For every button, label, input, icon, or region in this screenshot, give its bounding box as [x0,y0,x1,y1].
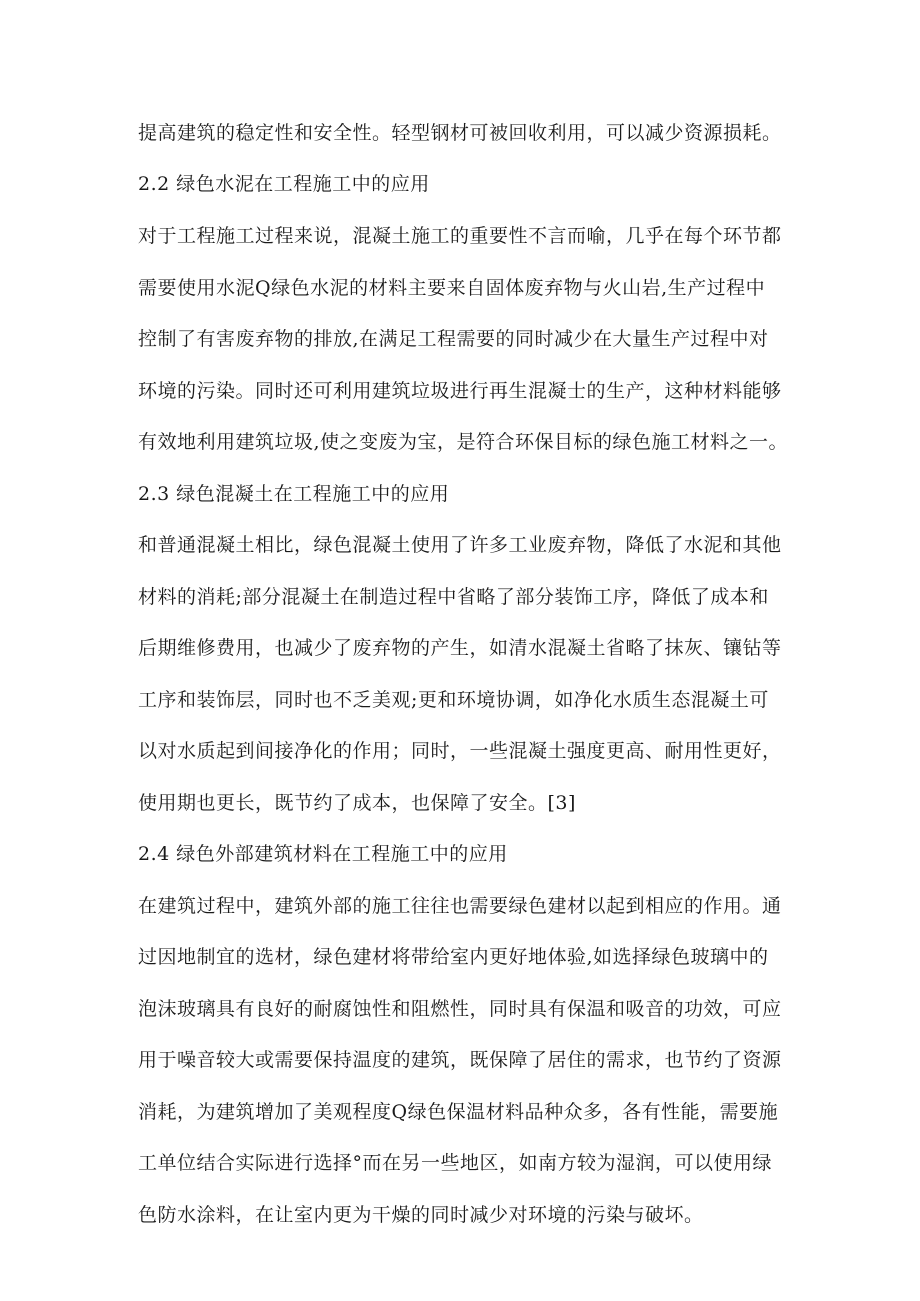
paragraph-line: 以对水质起到间接净化的作用；同时，一些混凝土强度更高、耐用性更好， [138,740,782,762]
paragraph-line: 工序和装饰层，同时也不乏美观;更和环境协调，如净化水质生态混凝土可 [138,689,769,711]
paragraph-line: 环境的污染。同时还可利用建筑垃圾进行再生混凝士的生产，这种材料能够 [138,380,782,402]
paragraph-line: 泡沫玻璃具有良好的耐腐蚀性和阻燃性，同时具有保温和吸音的功效，可应 [138,998,782,1020]
paragraph-line: 有效地利用建筑垃圾,使之变废为宝，是符合环保目标的绿色施工材料之一。 [138,431,789,453]
paragraph-line: 在建筑过程中，建筑外部的施工往往也需要绿色建材以起到相应的作用。通 [138,895,782,917]
paragraph-line: 使用期也更长，既节约了成本，也保障了安全。[3] [138,792,576,814]
paragraph-line: 对于工程施工过程来说，混凝土施工的重要性不言而喻，几乎在每个环节都 [138,225,782,247]
paragraph-line: 过因地制宜的选材，绿色建材将带给室内更好地体验,如选择绿色玻璃中的 [138,946,769,968]
paragraph-line: 控制了有害废弃物的排放,在满足工程需要的同时减少在大量生产过程中对 [138,328,769,350]
paragraph-line: 色防水涂料，在让室内更为干燥的同时减少对环境的污染与破坏。 [138,1204,704,1226]
paragraph-line: 消耗，为建筑增加了美观程度Q绿色保温材料品种众多，各有性能，需要施 [138,1101,779,1123]
paragraph-line: 提高建筑的稳定性和安全性。轻型钢材可被回收利用，可以减少资源损耗。 [138,122,782,144]
paragraph-line: 用于噪音较大或需要保持温度的建筑，既保障了居住的需求，也节约了资源 [138,1049,782,1071]
paragraph-line: 需要使用水泥Q绿色水泥的材料主要来自固体废弃物与火山岩,生产过程中 [138,277,766,299]
paragraph-line: 工单位结合实际进行选择°而在另一些地区，如南方较为湿润，可以使用绿 [138,1152,773,1174]
section-heading-2-3: 2.3 绿色混凝土在工程施工中的应用 [138,483,450,505]
paragraph-line: 材料的消耗;部分混凝土在制造过程中省略了部分装饰工序，降低了成本和 [138,586,769,608]
paragraph-line: 和普通混凝土相比，绿色混凝土使用了许多工业废弃物，降低了水泥和其他 [138,534,782,556]
paragraph-line: 后期维修费用，也减少了废弃物的产生，如清水混凝土省略了抹灰、镶钻等 [138,637,782,659]
section-heading-2-4: 2.4 绿色外部建筑材料在工程施工中的应用 [138,843,508,865]
section-heading-2-2: 2.2 绿色水泥在工程施工中的应用 [138,173,430,195]
